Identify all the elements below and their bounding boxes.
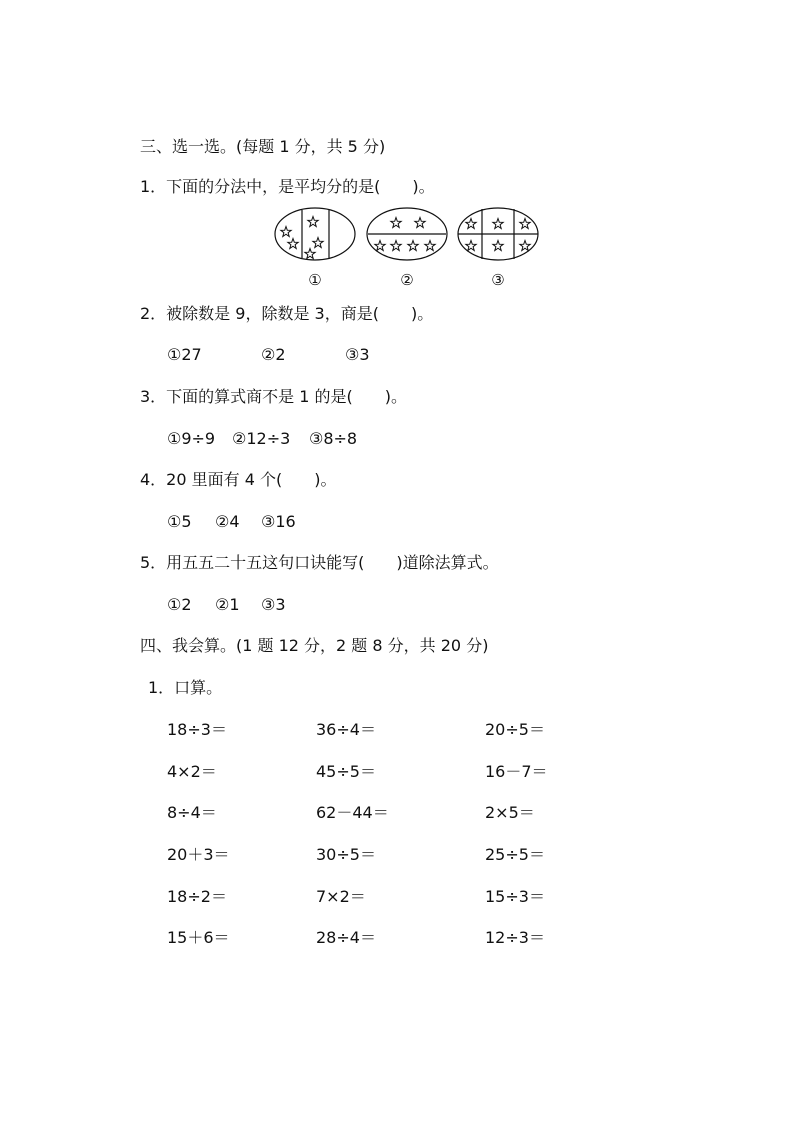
question-1: 1．下面的分法中，是平均分的是( )。 <box>140 177 435 196</box>
question-4: 4．20 里面有 4 个( )。 <box>140 470 337 489</box>
calc-item: 8÷4＝ <box>167 803 217 822</box>
q3-option-1: ①9÷9 <box>167 429 216 448</box>
star-icon <box>313 238 323 248</box>
q4-option-1: ①5 <box>167 512 192 531</box>
q2-option-2: ②2 <box>261 345 286 364</box>
oval-option-1 <box>275 208 355 260</box>
star-icon <box>415 218 425 228</box>
oval-label-3: ③ <box>491 271 505 288</box>
star-icon <box>520 241 530 251</box>
q5-option-3: ③3 <box>261 595 286 614</box>
calc-item: 15＋6＝ <box>167 928 230 947</box>
calc-item: 45÷5＝ <box>316 762 376 781</box>
question-2: 2．被除数是 9，除数是 3，商是( )。 <box>140 304 434 323</box>
q2-option-1: ①27 <box>167 345 202 364</box>
star-icon <box>375 241 385 251</box>
star-icon <box>281 227 291 237</box>
section3-heading: 三、选一选。(每题 1 分，共 5 分) <box>140 137 386 156</box>
star-icon <box>466 241 476 251</box>
calc-item: 20＋3＝ <box>167 845 230 864</box>
section4-heading: 四、我会算。(1 题 12 分，2 题 8 分，共 20 分) <box>140 636 489 655</box>
calc-item: 16－7＝ <box>485 762 548 781</box>
star-icon <box>520 219 530 229</box>
star-icon <box>391 218 401 228</box>
calc-item: 2×5＝ <box>485 803 535 822</box>
star-icon <box>493 219 503 229</box>
question-3: 3．下面的算式商不是 1 的是( )。 <box>140 387 408 406</box>
star-icon <box>425 241 435 251</box>
q4-option-2: ②4 <box>215 512 240 531</box>
star-icon <box>288 239 298 249</box>
calc-item: 15÷3＝ <box>485 887 545 906</box>
star-icon <box>408 241 418 251</box>
q5-option-1: ①2 <box>167 595 192 614</box>
calc-item: 18÷2＝ <box>167 887 227 906</box>
oval-label-1: ① <box>308 271 322 288</box>
oval-option-3 <box>458 208 538 260</box>
star-icon <box>308 217 318 227</box>
calc-item: 7×2＝ <box>316 887 366 906</box>
star-icon <box>305 249 315 259</box>
q3-option-2: ②12÷3 <box>232 429 291 448</box>
calc-item: 18÷3＝ <box>167 720 227 739</box>
star-icon <box>493 241 503 251</box>
calc-item: 12÷3＝ <box>485 928 545 947</box>
question-5: 5．用五五二十五这句口诀能写( )道除法算式。 <box>140 553 499 572</box>
calc-item: 36÷4＝ <box>316 720 376 739</box>
q3-option-3: ③8÷8 <box>309 429 358 448</box>
calc-item: 30÷5＝ <box>316 845 376 864</box>
calc-item: 4×2＝ <box>167 762 217 781</box>
q2-option-3: ③3 <box>345 345 370 364</box>
q4-option-3: ③16 <box>261 512 296 531</box>
star-icon <box>466 219 476 229</box>
star-icon <box>391 241 401 251</box>
calc-item: 62－44＝ <box>316 803 389 822</box>
calc-item: 28÷4＝ <box>316 928 376 947</box>
calc-item: 20÷5＝ <box>485 720 545 739</box>
division-figure <box>270 206 550 288</box>
oval-label-2: ② <box>400 271 414 288</box>
subquestion-1: 1．口算。 <box>148 678 223 697</box>
calc-item: 25÷5＝ <box>485 845 545 864</box>
q5-option-2: ②1 <box>215 595 240 614</box>
oval-option-2 <box>367 208 447 260</box>
